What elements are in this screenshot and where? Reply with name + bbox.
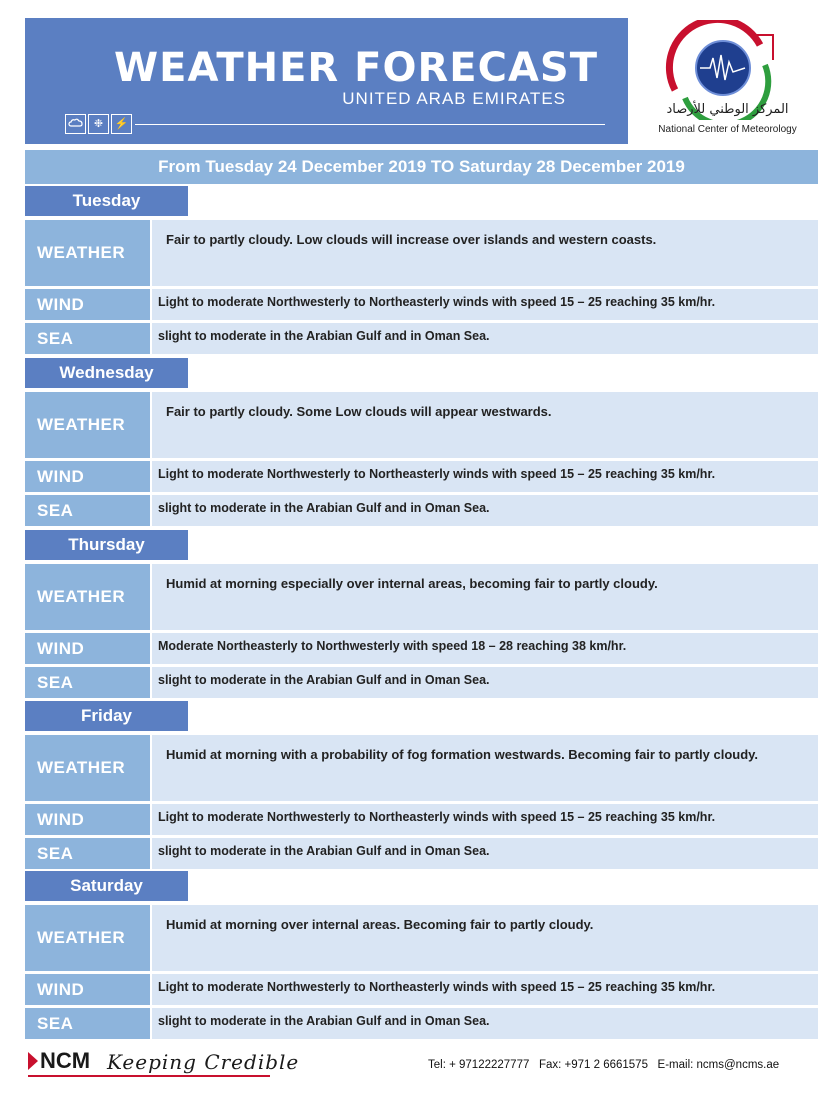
day-block	[25, 530, 818, 700]
sea-row	[25, 495, 818, 526]
wind-row	[25, 974, 818, 1005]
wind-label: WIND	[25, 633, 150, 664]
ncm-arrow-icon	[28, 1052, 38, 1070]
sea-label: SEA	[25, 323, 150, 354]
sun-icon: ❉	[88, 114, 109, 134]
weather-label: WEATHER	[25, 220, 150, 286]
wind-label: WIND	[25, 974, 150, 1005]
footer-divider	[28, 1075, 270, 1077]
wind-label: WIND	[25, 289, 150, 320]
banner-divider	[135, 124, 605, 125]
sea-label: SEA	[25, 495, 150, 526]
wind-value: Light to moderate Northwesterly to Northeasterly winds with speed 15 – 25 reaching 35 km/hr.	[152, 804, 818, 835]
date-range-bar: From Tuesday 24 December 2019 TO Saturday 28 December 2019	[25, 150, 818, 184]
wind-value: Moderate Northeasterly to Northwesterly with speed 18 – 28 reaching 38 km/hr.	[152, 633, 818, 664]
weather-icon-row	[65, 114, 132, 134]
wind-row	[25, 804, 818, 835]
day-name: Wednesday	[25, 358, 188, 388]
sea-row	[25, 323, 818, 354]
sea-value: slight to moderate in the Arabian Gulf and in Oman Sea.	[152, 495, 818, 526]
page-subtitle: UNITED ARAB EMIRATES	[342, 89, 566, 108]
sea-row	[25, 838, 818, 869]
sea-value: slight to moderate in the Arabian Gulf and in Oman Sea.	[152, 838, 818, 869]
sea-row	[25, 1008, 818, 1039]
weather-row	[25, 220, 818, 286]
footer-slogan: Keeping Credible	[107, 1050, 300, 1074]
weather-label: WEATHER	[25, 905, 150, 971]
weather-value: Fair to partly cloudy. Low clouds will increase over islands and western coasts.	[152, 220, 818, 286]
sea-value: slight to moderate in the Arabian Gulf and in Oman Sea.	[152, 323, 818, 354]
sea-label: SEA	[25, 667, 150, 698]
day-name: Tuesday	[25, 186, 188, 216]
page-title: WEATHER FORECAST	[114, 45, 598, 91]
wind-row	[25, 633, 818, 664]
cloud-icon	[65, 114, 86, 134]
wind-value: Light to moderate Northwesterly to Northeasterly winds with speed 15 – 25 reaching 35 km/hr.	[152, 974, 818, 1005]
weather-value: Humid at morning over internal areas. Becoming fair to partly cloudy.	[152, 905, 818, 971]
footer-contact: Tel: + 97122227777 Fax: +971 2 6661575 E-mail: ncms@ncms.ae	[428, 1059, 780, 1071]
logo-arabic-text: المركز الوطني للأرصاد	[666, 102, 789, 117]
footer-brand	[28, 1048, 90, 1074]
footer-brand-text: NCM	[40, 1048, 91, 1073]
weather-value: Humid at morning especially over internal areas, becoming fair to partly cloudy.	[152, 564, 818, 630]
weather-value: Humid at morning with a probability of fog formation westwards. Becoming fair to partly cloudy.	[152, 735, 818, 801]
weather-row	[25, 564, 818, 630]
sea-row	[25, 667, 818, 698]
wind-label: WIND	[25, 461, 150, 492]
day-name: Saturday	[25, 871, 188, 901]
sea-value: slight to moderate in the Arabian Gulf and in Oman Sea.	[152, 667, 818, 698]
day-block	[25, 871, 818, 1041]
logo-english-text: National Center of Meteorology	[658, 124, 797, 135]
weather-label: WEATHER	[25, 735, 150, 801]
weather-row	[25, 905, 818, 971]
sea-label: SEA	[25, 838, 150, 869]
wind-label: WIND	[25, 804, 150, 835]
wind-row	[25, 461, 818, 492]
weather-row	[25, 735, 818, 801]
wind-value: Light to moderate Northwesterly to Northeasterly winds with speed 15 – 25 reaching 35 km/hr.	[152, 289, 818, 320]
header-banner	[25, 18, 628, 144]
sea-value: slight to moderate in the Arabian Gulf and in Oman Sea.	[152, 1008, 818, 1039]
day-block	[25, 701, 818, 871]
day-block	[25, 358, 818, 528]
wind-row	[25, 289, 818, 320]
lightning-icon: ⚡	[111, 114, 132, 134]
weather-value: Fair to partly cloudy. Some Low clouds will appear westwards.	[152, 392, 818, 458]
sea-label: SEA	[25, 1008, 150, 1039]
day-name: Thursday	[25, 530, 188, 560]
weather-label: WEATHER	[25, 564, 150, 630]
weather-row	[25, 392, 818, 458]
wind-value: Light to moderate Northwesterly to Northeasterly winds with speed 15 – 25 reaching 35 km/hr.	[152, 461, 818, 492]
weather-label: WEATHER	[25, 392, 150, 458]
day-name: Friday	[25, 701, 188, 731]
day-block	[25, 186, 818, 356]
